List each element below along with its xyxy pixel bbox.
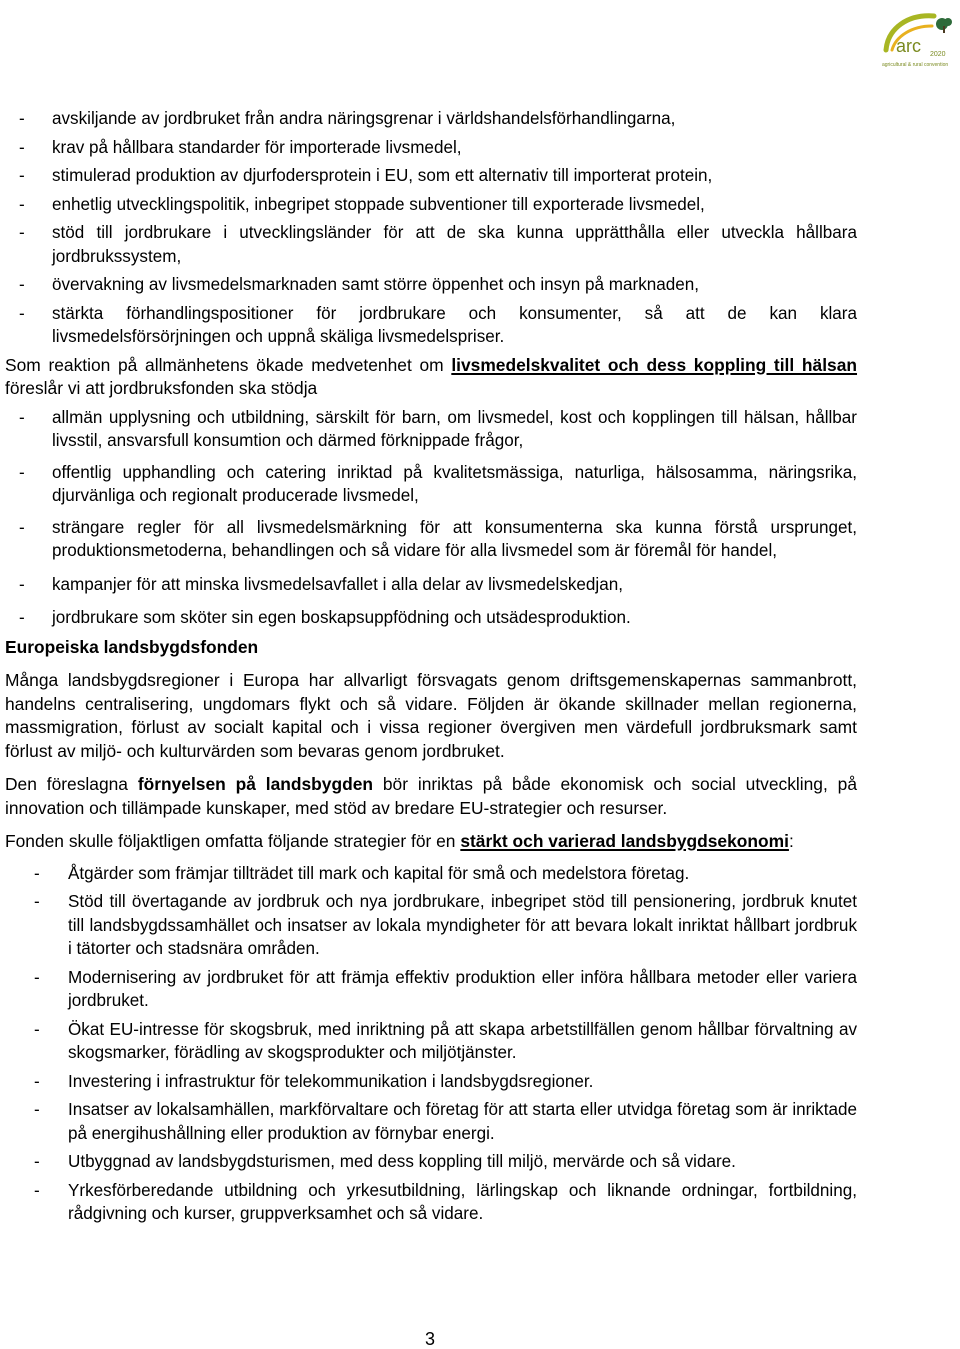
policy-list — [5, 107, 857, 349]
paragraph-renewal: Den föreslagna förnyelsen på landsbygden bör inriktas på både ekonomisk och social utveckling, på innovation och tillämpade kunskaper, med stöd av bredare EU-strategier och resurser. — [5, 774, 858, 818]
list-item: - Åtgärder som främjar tillträdet till mark och kapital för små och medelstora företag. — [34, 863, 690, 883]
list-item: - stimulerad produktion av djurfodersprotein i EU, som ett alternativ till importerat protein, — [19, 166, 713, 185]
section-heading: Europeiska landsbygdsfonden — [5, 636, 259, 657]
paragraph-strategies: Fonden skulle följaktligen omfatta följande strategier för en stärkt och varierad landsbygdsekonomi: — [5, 831, 794, 851]
health-support-list — [5, 406, 857, 630]
strategy-list — [5, 862, 857, 1226]
list-item: - allmän upplysning och utbildning, särskilt för barn, om livsmedel, kost och kopplingen till hälsan, hållbar livsstil, ansvarsfull konsumtion och därmed förknippade frågor, — [19, 407, 857, 450]
list-item: - krav på hållbara standarder för importerade livsmedel, — [19, 137, 462, 157]
list-item: - Investering i infrastruktur för telekommunikation i landsbygdsregioner. — [34, 1071, 594, 1091]
list-item: - enhetlig utvecklingspolitik, inbegripet stoppade subventioner till exporterade livsmedel, — [19, 194, 705, 214]
emphasis: livsmedelskvalitet och dess koppling till hälsan — [451, 354, 858, 375]
list-item: - Utbyggnad av landsbygdsturismen, med dess koppling till miljö, mervärde och så vidare. — [34, 1152, 736, 1171]
list-item: - Modernisering av jordbruket för att främja effektiv produktion eller införa hållbara metoder eller variera jordbruket. — [34, 967, 857, 1010]
document-page — [5, 107, 857, 1226]
paragraph-health: Som reaktion på allmänhetens ökade medvetenhet om livsmedelskvalitet och dess koppling till hälsan föreslår vi att jordbruksfonden ska stödja — [5, 354, 858, 398]
svg-text:2020: 2020 — [930, 51, 946, 58]
list-item: - Insatser av lokalsamhällen, markförvaltare och företag för att starta eller utvidga företag som är inriktade på energihushållning eller produktion av förnybar energi. — [34, 1100, 857, 1143]
list-item: - stöd till jordbrukare i utvecklingsländer för att de ska kunna upprätthålla eller utveckla hållbara jordbrukssystem, — [19, 223, 857, 266]
list-item: - Ökat EU-intresse för skogsbruk, med inriktning på att skapa arbetstillfällen genom hållbar förvaltning av skogsmarker, förädling av skogsprodukter och miljötjänster. — [34, 1019, 857, 1062]
svg-text:arc: arc — [896, 36, 922, 56]
list-item: - strängare regler för all livsmedelsmärkning för att konsumenterna ska kunna förstå ursprunget, produktionsmetoderna, behandlingen och så vidare för alla livsmedel som är föremål för handel, — [19, 517, 857, 560]
list-item: - avskiljande av jordbruket från andra näringsgrenar i världshandelsförhandlingarna, — [19, 109, 676, 128]
page-number: 3 — [424, 1329, 435, 1349]
list-item: - offentlig upphandling och catering inriktad på kvalitetsmässiga, naturliga, hälsosamma, näringsrika, djurvänliga och regionalt producerade livsmedel, — [19, 462, 857, 505]
list-item: - stärkta förhandlingspositioner för jordbrukare och konsumenter, så att de kan klara livsmedelsförsörjningen och uppnå skäliga livsmedelspriser. — [19, 303, 857, 346]
paragraph-regions: Många landsbygdsregioner i Europa har allvarligt försvagats genom driftsgemenskapernas sammanbrott, handelns centralisering, ungdomars flykt och så vidare. Följden är ökande skillnader mellan regionerna, massmigration, förlust av socialt kapital och i vissa regioner övergiven men värdefull jordbruksmark samt förlust av miljö- och kulturvärden som bevaras genom jordbruket. — [5, 670, 857, 761]
list-item: - jordbrukare som sköter sin egen boskapsuppfödning och utsädesproduktion. — [19, 608, 631, 627]
emphasis: förnyelsen på landsbygden — [137, 774, 374, 794]
svg-text:agricultural & rural conventio: agricultural & rural convention — [882, 62, 949, 68]
list-item: - Yrkesförberedande utbildning och yrkesutbildning, lärlingskap och liknande ordningar, fortbildning, rådgivning och kurser, gruppverksamhet och så vidare. — [34, 1180, 857, 1223]
list-item: - kampanjer för att minska livsmedelsavfallet i alla delar av livsmedelskedjan, — [19, 574, 623, 594]
emphasis: stärkt och varierad landsbygdsekonomi — [460, 831, 789, 851]
arc-2020-logo — [878, 6, 958, 70]
list-item: - Stöd till övertagande av jordbruk och nya jordbrukare, inbegripet stöd till pensionering, jordbruk knutet till landsbygdssamhället och insatser av lokala myndigheter för att bevara lokalt inriktat hållbart jordbruk i tätorter och stadsnära områden. — [34, 892, 857, 958]
list-item: - övervakning av livsmedelsmarknaden samt större öppenhet och insyn på marknaden, — [19, 275, 700, 294]
